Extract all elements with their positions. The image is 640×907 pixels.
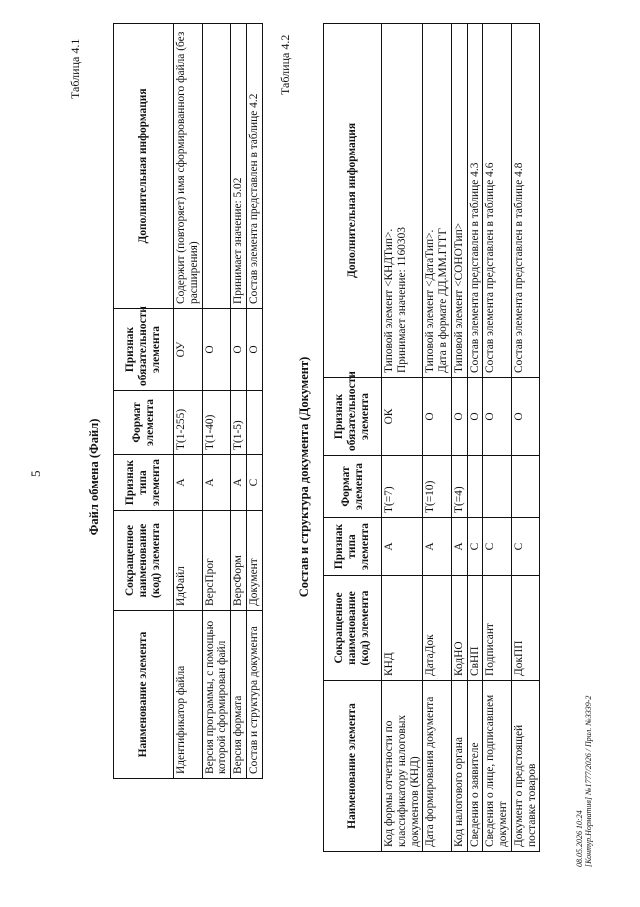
table-row (511, 24, 540, 852)
table-cell: О (423, 378, 452, 456)
table-cell: О (483, 378, 512, 456)
table-cell: С (246, 455, 262, 511)
header-cell: Сокращенное наименование (код) элемента (324, 576, 382, 681)
header-cell: Наименование элемента (114, 611, 174, 779)
table-cell: Т(1-5) (231, 391, 247, 455)
table-cell: Т(=7) (382, 456, 423, 518)
header-cell: Признак обязательности элемента (324, 378, 382, 456)
table-4-1-title: Файл обмена (Файл) (87, 418, 101, 536)
table-row (451, 24, 467, 852)
table-row (174, 24, 203, 779)
table-cell: Т(=10) (423, 456, 452, 518)
footer-line: [Контур.Норматив] №1777/2026 / Прил. №3339-2 (584, 695, 594, 867)
table-cell (246, 391, 262, 455)
table-cell: О (511, 378, 540, 456)
table-cell: Код налогового органа (451, 681, 467, 852)
table-4-1-label: Таблица 4.1 (68, 38, 82, 99)
table-cell: А (202, 455, 231, 511)
table-4-2-title: Состав и структура документа (Документ) (297, 356, 311, 598)
table-cell: О (451, 378, 467, 456)
table-cell: Документ о предстоящей поставке товаров (511, 681, 540, 852)
table-cell: Принимает значение: 5.02 (231, 24, 247, 309)
table-cell: КНД (382, 576, 423, 681)
table-cell: О (202, 309, 231, 391)
table-cell: Документ (246, 511, 262, 611)
header-cell: Формат элемента (114, 391, 174, 455)
header-cell: Признак обязательности элемента (114, 309, 174, 391)
table-cell: Версия программы, с помощью которой сформирован файл (202, 611, 231, 779)
table-cell: Состав элемента представлен в таблице 4.2 (246, 24, 262, 309)
table-cell: Дата формирования документа (423, 681, 452, 852)
table-4-2-label: Таблица 4.2 (278, 34, 292, 95)
page-footer (575, 696, 593, 867)
table-header-row (324, 24, 382, 852)
table-cell: Т(=4) (451, 456, 467, 518)
table-cell: ВерсПрог (202, 511, 231, 611)
table-row (483, 24, 512, 852)
table-header-row (114, 24, 174, 779)
header-cell: Сокращенное наименование (код) элемента (114, 511, 174, 611)
table-cell: Т(1-255) (174, 391, 203, 455)
table-cell: ОК (382, 378, 423, 456)
table-cell: Типовой элемент <КНДТип>. Принимает значение: 1160303 (382, 24, 423, 378)
table-cell: Типовой элемент <ДатаТип>. Дата в формате ДД.ММ.ГГГГ (423, 24, 452, 378)
table-cell: СвНП (467, 576, 483, 681)
table-cell: ОУ (174, 309, 203, 391)
header-cell: Признак типа элемента (324, 518, 382, 576)
table-cell: Код формы отчетности по классификатору налоговых документов (КНД) (382, 681, 423, 852)
table-cell: Типовой элемент <СОНОТип> (451, 24, 467, 378)
table-cell: ДатаДок (423, 576, 452, 681)
table-cell: КодНО (451, 576, 467, 681)
table-cell: Состав элемента представлен в таблице 4.6 (483, 24, 512, 378)
table-cell: А (174, 455, 203, 511)
table-cell: А (231, 455, 247, 511)
table-cell: Подписант (483, 576, 512, 681)
table-cell: ВерсФорм (231, 511, 247, 611)
table-cell: С (511, 518, 540, 576)
table-cell: ИдФайл (174, 511, 203, 611)
table-cell: Версия формата (231, 611, 247, 779)
table-cell: А (423, 518, 452, 576)
table-row (246, 24, 262, 779)
table-cell: Состав элемента представлен в таблице 4.3 (467, 24, 483, 378)
table-cell: Т(1-40) (202, 391, 231, 455)
table-cell (202, 24, 231, 309)
table-row (231, 24, 247, 779)
table-cell: Содержит (повторяет) имя сформированного файла (без расширения) (174, 24, 203, 309)
header-cell: Признак типа элемента (114, 455, 174, 511)
table-cell (467, 456, 483, 518)
header-cell: Наименование элемента (324, 681, 382, 852)
table-4-2 (323, 23, 540, 852)
header-cell: Дополнительная информация (114, 24, 174, 309)
table-cell: Сведения о лице, подписавшем документ (483, 681, 512, 852)
table-cell (483, 456, 512, 518)
header-cell: Дополнительная информация (324, 24, 382, 378)
table-cell: Состав и структура документа (246, 611, 262, 779)
table-cell: С (467, 518, 483, 576)
table-cell: О (246, 309, 262, 391)
table-4-1 (113, 23, 263, 779)
table-row (467, 24, 483, 852)
table-row (423, 24, 452, 852)
page-number: 5 (28, 470, 43, 477)
table-cell: Идентификатор файла (174, 611, 203, 779)
table-cell: О (231, 309, 247, 391)
table-cell: Сведения о заявителе (467, 681, 483, 852)
footer-line: 08.05.2026 10:24 (575, 810, 584, 867)
table-row (202, 24, 231, 779)
header-cell: Формат элемента (324, 456, 382, 518)
table-cell: А (382, 518, 423, 576)
table-cell (511, 456, 540, 518)
table-cell: ДокПП (511, 576, 540, 681)
table-cell: О (467, 378, 483, 456)
table-cell: С (483, 518, 512, 576)
table-cell: Состав элемента представлен в таблице 4.8 (511, 24, 540, 378)
table-cell: А (451, 518, 467, 576)
table-row (382, 24, 423, 852)
